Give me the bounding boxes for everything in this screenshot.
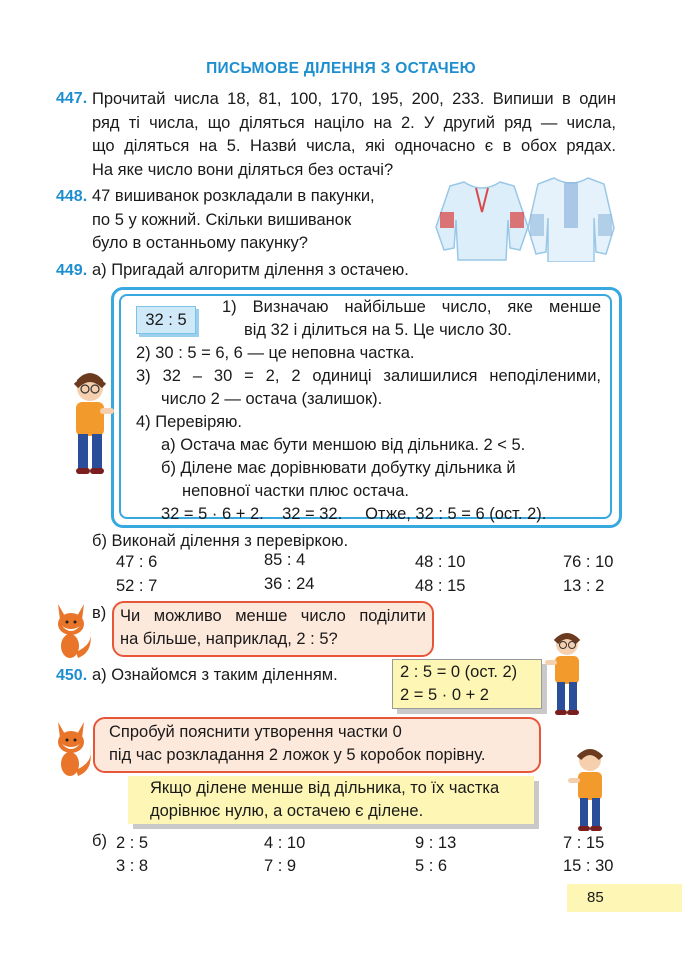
exercise: 3 : 8: [116, 857, 149, 875]
exercise: 47 : 6: [116, 553, 158, 571]
page-number-box: [567, 884, 682, 912]
algorithm-step-2: 2) 30 : 5 = 6, 6 — це неповна частка.: [136, 344, 415, 362]
task-447-text: [92, 88, 616, 182]
exercise: 2 : 5: [116, 834, 149, 852]
task-447-number: 447.: [56, 90, 88, 107]
algorithm-example-tag: 32 : 5: [136, 306, 196, 334]
hint-bubble-line: Спробуй пояснити утворення частки 0: [109, 723, 402, 741]
example-line: 2 : 5 = 0 (ост. 2): [400, 663, 518, 681]
exercise: 7 : 15: [563, 834, 605, 852]
task-448-line: по 5 у кожний. Скільки вишиванок: [92, 210, 352, 229]
boy-illustration: [64, 372, 114, 482]
task-447-line: Прочитай числа 18, 81, 100, 170, 195, 200, 233. Випиши в один: [92, 90, 616, 108]
task-450-number: 450.: [56, 667, 88, 684]
exercise: 36 : 24: [264, 575, 315, 593]
fox-illustration: [50, 718, 96, 778]
algorithm-step-1-cont: від 32 і ділиться на 5. Це число 30.: [244, 321, 512, 339]
algorithm-step-3-cont: число 2 — остача (залишок).: [161, 390, 383, 408]
fox-illustration: [50, 600, 96, 660]
exercise: 76 : 10: [563, 553, 614, 571]
exercise: 7 : 9: [264, 857, 297, 875]
boy-illustration: [545, 630, 591, 720]
rule-line: Якщо ділене менше від дільника, то їх частка: [150, 779, 500, 797]
algorithm-step-1: 1) Визначаю найбільше число, яке менше: [222, 298, 601, 316]
exercise: 52 : 7: [116, 577, 158, 595]
exercise: 5 : 6: [415, 857, 448, 875]
task-450-a: а) Ознайомся з таким діленням.: [92, 666, 338, 684]
task-447-line: що діляться на 5. Назви́ числа, які одночасно є в обох рядах.: [92, 137, 616, 155]
task-447-line: ряд ті числа, що діляться націло на 2. У другий ряд — числа,: [92, 113, 616, 132]
question-bubble-line: Чи можливо менше число поділити: [120, 607, 426, 625]
algorithm-check-b: б) Ділене має дорівнювати добутку дільника й: [161, 459, 516, 477]
task-449-a: а) Пригадай алгоритм ділення з остачею.: [92, 261, 409, 279]
task-448-text: [92, 185, 422, 256]
shirt-icon: [528, 178, 614, 262]
exercise: 9 : 13: [415, 834, 457, 852]
algorithm-step-4: 4) Перевіряю.: [136, 413, 242, 431]
algorithm-check-line: 32 = 5 · 6 + 2. 32 = 32. Отже, 32 : 5 = 6 (ост. 2).: [161, 505, 547, 523]
rule-card: [128, 776, 534, 824]
hint-bubble-line: під час розкладання 2 ложок у 5 коробок порівну.: [109, 746, 486, 764]
embroidered-shirts-illustration: [432, 172, 617, 262]
algorithm-step-3: 3) 32 – 30 = 2, 2 одиниці залишилися неподіленими,: [136, 367, 601, 385]
task-449-number: 449.: [56, 262, 88, 279]
task-450-b-label: б): [92, 832, 107, 850]
rule-line: дорівнює нулю, а остачею є ділене.: [150, 802, 424, 820]
exercise: 15 : 30: [563, 857, 614, 875]
algorithm-check-b-cont: неповної частки плюс остача.: [182, 482, 409, 500]
algorithm-check-a: а) Остача має бути меншою від дільника. 2 < 5.: [161, 436, 526, 454]
hint-bubble: [93, 717, 541, 773]
task-448-line: було в останньому пакунку?: [92, 234, 308, 252]
task-448-line: 47 вишиванок розкладали в пакунки,: [92, 187, 375, 205]
exercise: 85 : 4: [264, 551, 306, 569]
exercise: 4 : 10: [264, 834, 306, 852]
question-bubble: [112, 601, 434, 657]
task-447-line: На яке число вони діляться без остачі?: [92, 160, 394, 179]
exercise: 48 : 15: [415, 577, 466, 595]
exercise: 13 : 2: [563, 577, 605, 595]
task-449-b: б) Виконай ділення з перевіркою.: [92, 532, 349, 550]
exercise: 48 : 10: [415, 553, 466, 571]
example-card: [392, 659, 542, 709]
question-bubble-line: на більше, наприклад, 2 : 5?: [120, 630, 338, 648]
shirt-icon: [436, 182, 528, 260]
page-number: 85: [587, 889, 604, 906]
task-448-number: 448.: [56, 188, 88, 205]
page-title: ПИСЬМОВЕ ДІЛЕННЯ З ОСТАЧЕЮ: [206, 60, 476, 77]
boy-illustration: [566, 746, 612, 836]
example-line: 2 = 5 · 0 + 2: [400, 686, 489, 704]
task-449-v-label: в): [92, 604, 107, 622]
